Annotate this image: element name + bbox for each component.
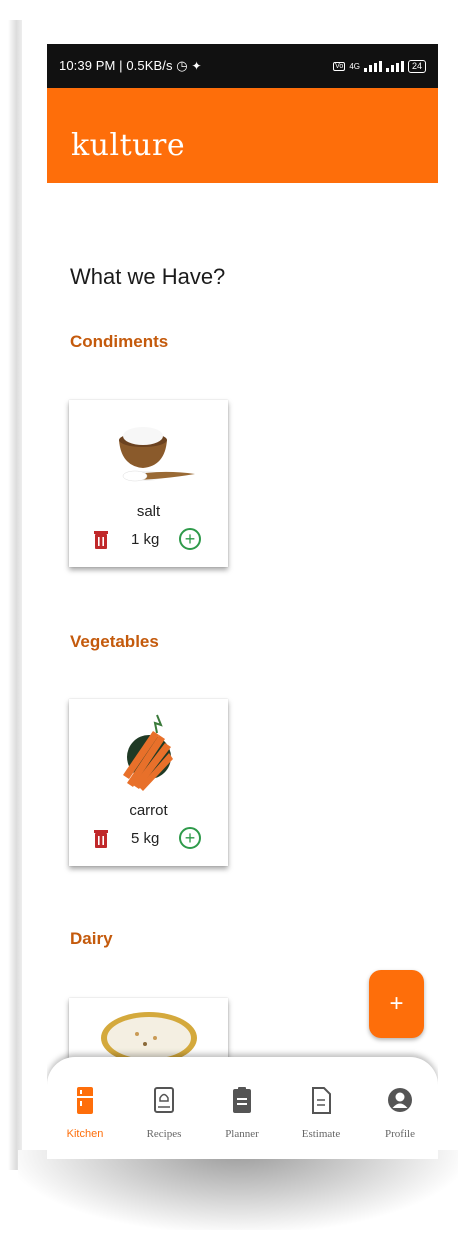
add-icon[interactable]: + bbox=[179, 528, 201, 550]
item-card-carrot[interactable] bbox=[69, 699, 228, 866]
alarm-icon: ◷ bbox=[176, 58, 188, 73]
recipe-book-icon bbox=[149, 1085, 179, 1115]
signal-icon bbox=[364, 61, 382, 72]
nav-item-planner[interactable] bbox=[207, 1085, 277, 1140]
status-bar bbox=[47, 44, 438, 88]
frame-shadow-bottom bbox=[18, 1150, 458, 1230]
carrot-image bbox=[99, 713, 199, 793]
signal-icon-2 bbox=[386, 61, 404, 72]
nav-label: Recipes bbox=[146, 1128, 182, 1140]
salt-image bbox=[99, 414, 199, 494]
nav-label: Estimate bbox=[301, 1128, 341, 1140]
clipboard-icon bbox=[227, 1085, 257, 1115]
battery-level: 24 bbox=[411, 60, 422, 71]
item-controls bbox=[93, 528, 201, 550]
section-title-condiments: Condiments bbox=[70, 332, 169, 351]
status-icons bbox=[333, 60, 426, 73]
delete-icon[interactable] bbox=[93, 828, 109, 848]
twitter-icon: ✦ bbox=[191, 59, 202, 73]
delete-icon[interactable] bbox=[93, 529, 109, 549]
app-logo: kulture bbox=[71, 128, 186, 163]
item-card-salt[interactable] bbox=[69, 400, 228, 567]
section-title-vegetables: Vegetables bbox=[70, 632, 159, 651]
app-bar bbox=[47, 88, 438, 183]
frame-shadow-left bbox=[8, 20, 22, 1170]
document-icon bbox=[306, 1085, 336, 1115]
bottom-nav bbox=[47, 1057, 438, 1159]
item-name: salt bbox=[136, 503, 161, 520]
section-title-dairy: Dairy bbox=[70, 929, 113, 948]
page-title: What we Have? bbox=[70, 264, 226, 289]
battery-icon bbox=[408, 60, 426, 73]
add-item-button[interactable]: + bbox=[369, 970, 424, 1038]
nav-item-profile[interactable] bbox=[365, 1085, 435, 1140]
item-name: carrot bbox=[129, 802, 168, 819]
nav-label: Profile bbox=[385, 1128, 415, 1140]
item-quantity: 5 kg bbox=[131, 829, 160, 847]
nav-item-estimate[interactable] bbox=[286, 1085, 356, 1140]
profile-icon bbox=[385, 1085, 415, 1115]
nav-item-kitchen[interactable] bbox=[50, 1085, 120, 1140]
network-label: 4G bbox=[349, 61, 360, 71]
add-icon[interactable]: + bbox=[179, 827, 201, 849]
fridge-icon bbox=[70, 1085, 100, 1115]
nav-item-recipes[interactable] bbox=[129, 1085, 199, 1140]
nav-label: Kitchen bbox=[66, 1128, 104, 1140]
phone-screen bbox=[47, 44, 438, 1159]
status-time bbox=[59, 58, 333, 74]
status-time-text: 10:39 PM | 0.5KB/s bbox=[59, 58, 173, 73]
volte-icon: Vo bbox=[335, 62, 344, 70]
nav-label: Planner bbox=[225, 1128, 259, 1140]
item-quantity: 1 kg bbox=[131, 530, 160, 548]
item-controls bbox=[93, 827, 201, 849]
